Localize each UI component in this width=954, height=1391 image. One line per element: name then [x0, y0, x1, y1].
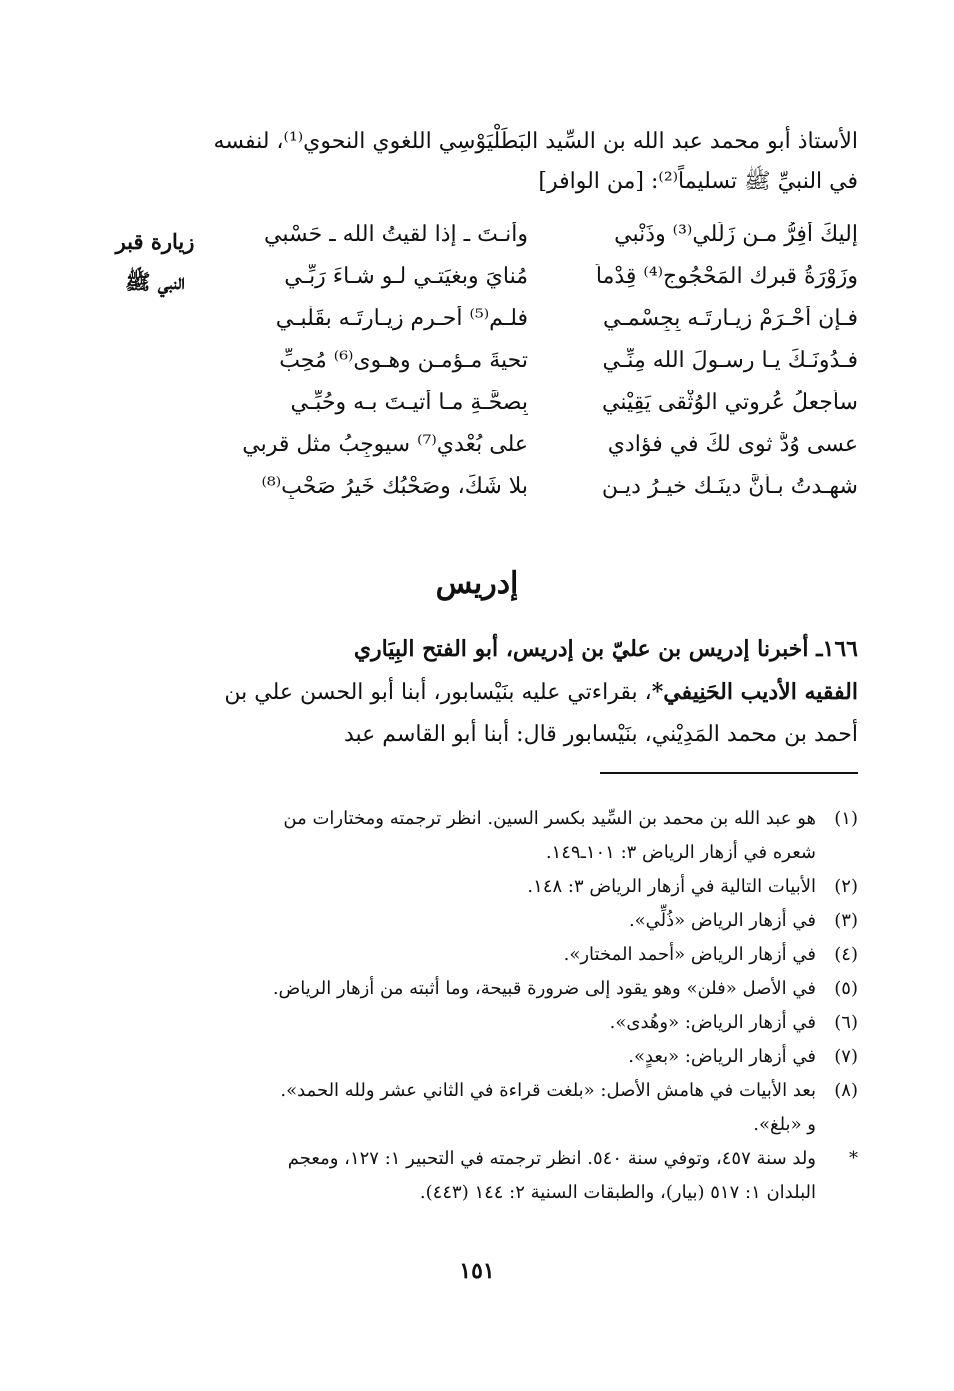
intro-line: الأستاذ أبو محمد عبد الله بن السِّيد البَطَلْيَوْسِي اللغوي النحوي⁽¹⁾، لنفسه: [213, 129, 858, 154]
first-hemistich: فـدُونَـكَ يـا رسـولَ الله مِنِّـي: [602, 347, 858, 373]
verse: [238, 213, 858, 255]
first-hemistich: فـإن أُحْـرَمْ زيـارتَـه بِجِسْمـي: [602, 305, 858, 331]
footnote-divider: [600, 772, 858, 774]
footnote: [90, 1040, 858, 1074]
verse: [238, 339, 858, 381]
second-hemistich: مُنايَ وبغيَتـي لـو شـاءَ رَبِّـي: [284, 263, 528, 289]
footnote-text: في أزهار الرياض: «وهُدى».: [609, 1012, 816, 1033]
footnote-number: (٥): [834, 978, 858, 999]
first-hemistich: وزَوْرَةُ قبرِك المَحْجُوج⁽⁴⁾ قِدْماً: [595, 263, 858, 289]
margin-note-line: النبي ﷺ: [125, 269, 185, 294]
footnote-text: بعد الأبيات في هامش الأصل: «بلغت قراءة في الثاني عشر ولله الحمد».: [280, 1080, 816, 1101]
entry-paragraph: [90, 628, 858, 756]
footnote-text: في أزهار الرياض «أحمد المختار».: [563, 944, 816, 965]
footnote-number: (٢): [834, 876, 858, 897]
second-hemistich: بِصحَّـةِ مـا أتيـتَ بـه وحُبِّـي: [290, 389, 528, 415]
footnote: [90, 904, 858, 938]
section-title: إدريس: [435, 566, 519, 601]
verse: [238, 381, 858, 423]
entry-line: أحمد بن محمد المَدِيْني، بنَيْسابور قال: أبنا أبو القاسم عبد: [344, 722, 858, 747]
entry-text: ، بقراءتي عليه بنَيْسابور، أبنا أبو الحسن علي بن: [224, 680, 652, 705]
footnote-text: شعره في أزهار الرياض ٣: ١٠١ـ١٤٩.: [545, 842, 816, 863]
footnote-text: في الأصل «فلن» وهو يقود إلى ضرورة قبيحة، وما أثبته من أزهار الرياض.: [272, 978, 816, 999]
footnote-text: هو عبد الله بن محمد بن السِّيد بكسر السين. انظر ترجمته ومختارات من: [283, 808, 816, 829]
footnote-text: في أزهار الرياض «ذُلِّي».: [628, 910, 816, 931]
entry-heading: ١٦٦ـ أخبرنا إدريس بن عليّ بن إدريس، أبو الفتح البِيَاري: [353, 636, 858, 662]
first-hemistich: سأجعلُ عُروتي الوُثْقى يَقِيْني: [602, 389, 858, 415]
page-number: ١٥١: [459, 1258, 495, 1284]
footnote: [90, 1006, 858, 1040]
footnote-number: (٤): [834, 944, 858, 965]
second-hemistich: وأنـتَ ـ إذا لقيتُ الله ـ حَسْبي: [264, 221, 528, 247]
entry-heading-cont: الفقيه الأديب الحَنِيفي*: [651, 679, 858, 705]
footnote-number: (١): [834, 808, 858, 829]
footnote: [90, 802, 858, 870]
footnote-text: الأبيات التالية في أزهار الرياض ٣: ١٤٨.: [527, 876, 816, 897]
intro-paragraph: [90, 122, 858, 202]
footnote-number: (٧): [834, 1046, 858, 1067]
second-hemistich: على بُعْدي⁽⁷⁾ سيوجِبُ مثل قربي: [242, 431, 528, 457]
margin-note-line: زيارة قبر: [115, 229, 195, 254]
entry-line: [90, 628, 858, 671]
second-hemistich: تحيةَ مـؤمـنٍ وهـوى⁽⁶⁾ مُحِبِّ: [279, 347, 528, 373]
margin-note: [100, 222, 210, 302]
footnote-number: (٨): [834, 1080, 858, 1101]
verse: [238, 297, 858, 339]
footnote-text: في أزهار الرياض: «بعدٍ».: [628, 1046, 816, 1067]
second-hemistich: بلا شَكٍّ، وصَحْبُك خَيرُ صَحْبٍ⁽⁸⁾: [261, 473, 528, 499]
first-hemistich: عسى وُدٌّ ثوى لكَ في فؤادي: [607, 431, 858, 457]
footnote-number: (٦): [834, 1012, 858, 1033]
footnote: [90, 972, 858, 1006]
intro-line: في النبيِّ ﷺ تسليماً⁽²⁾: [من الوافر]: [538, 169, 858, 194]
footnote-text: البلدان ١: ٥١٧ (بيار)، والطبقات السنية ٢: ١٤٤ (٤٤٣).: [419, 1182, 816, 1203]
second-hemistich: فلـم⁽⁵⁾ أحـرم زيـارتَـه بقَلْبـي: [275, 305, 528, 331]
footnote: [90, 1142, 858, 1210]
entry-line: [90, 671, 858, 714]
footnote: [90, 938, 858, 972]
footnote-text: و «بلغ».: [753, 1114, 816, 1135]
verse: [238, 255, 858, 297]
first-hemistich: إليكَ أفِرُّ مـن زَلَلي⁽³⁾ وذَنْبي: [614, 221, 858, 247]
footnote: [90, 1074, 858, 1142]
first-hemistich: شهـدتُ بـأنَّ دينَـك خيـرُ ديـنٍ: [601, 473, 858, 499]
footnote-text: ولد سنة ٤٥٧، وتوفي سنة ٥٤٠. انظر ترجمته في التحبير ١: ١٢٧، ومعجم: [287, 1148, 816, 1169]
footnotes: [90, 802, 858, 1210]
poem: [238, 213, 858, 507]
verse: [238, 465, 858, 507]
footnote: [90, 870, 858, 904]
footnote-number: (٣): [834, 910, 858, 931]
footnote-number: *: [849, 1148, 858, 1169]
verse: [238, 423, 858, 465]
